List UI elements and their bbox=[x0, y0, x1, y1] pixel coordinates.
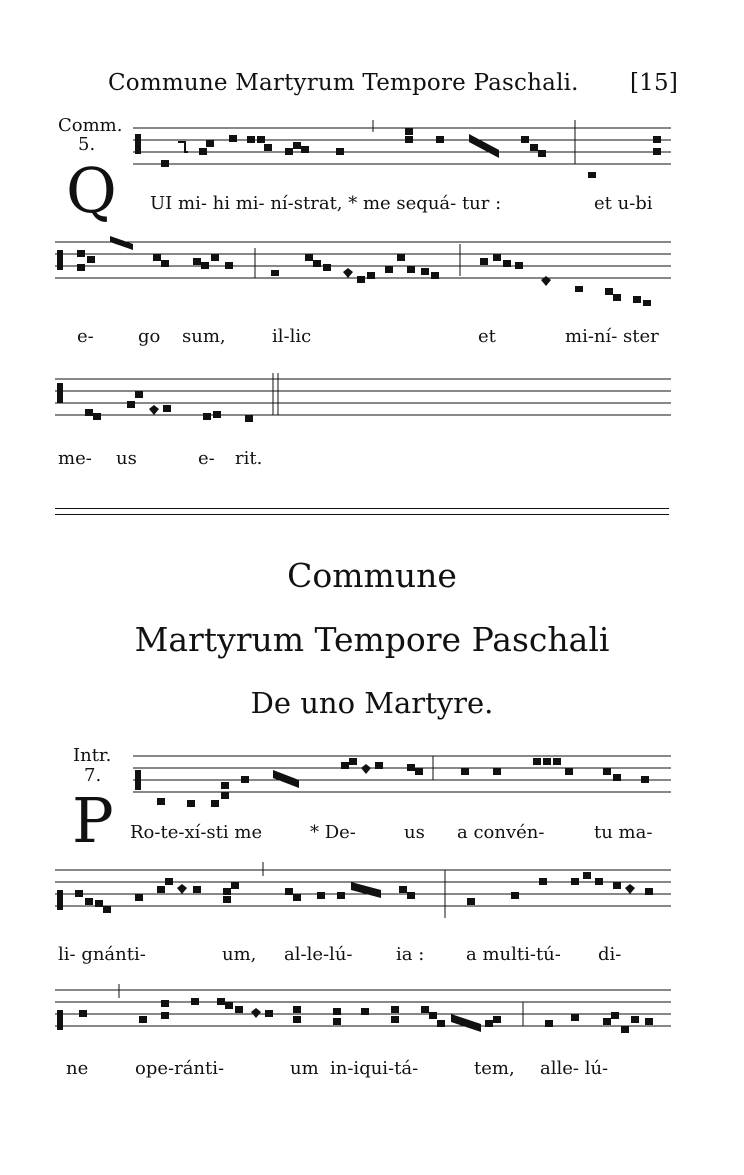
staff-1 bbox=[133, 120, 671, 178]
page-number: [15] bbox=[629, 70, 678, 96]
running-header bbox=[108, 70, 678, 104]
lyric-syllable: um, bbox=[222, 944, 257, 965]
chant-type-label: Intr. bbox=[73, 745, 112, 766]
lyric-syllable: a convén- bbox=[457, 822, 545, 843]
staff-6 bbox=[55, 978, 671, 1044]
lyric-syllable: tem, bbox=[474, 1058, 515, 1079]
lyric-syllable: e- bbox=[198, 448, 215, 469]
lyric-syllable: ia : bbox=[396, 944, 425, 965]
staff-5 bbox=[55, 862, 671, 920]
staff-3 bbox=[55, 373, 671, 425]
chant-type-label: Comm. bbox=[58, 115, 123, 136]
staff-4 bbox=[133, 748, 671, 810]
lyric-syllable: in-iqui-tá- bbox=[330, 1058, 419, 1079]
lyric-syllable: a multi-tú- bbox=[466, 944, 561, 965]
lyric-syllable: li- gnánti- bbox=[58, 944, 146, 965]
lyric-line: et u-bi bbox=[594, 193, 653, 214]
lyric-syllable: mi-ní- ster bbox=[565, 326, 659, 347]
lyric-syllable: me- bbox=[58, 448, 92, 469]
lyric-syllable: us bbox=[404, 822, 425, 843]
lyric-syllable: go bbox=[138, 326, 161, 347]
drop-cap-q: Q bbox=[66, 154, 117, 227]
lyric-syllable: alle- lú- bbox=[540, 1058, 609, 1079]
lyric-syllable: * De- bbox=[310, 822, 356, 843]
chant-mode-label: 7. bbox=[84, 765, 102, 786]
chant-mode-label: 5. bbox=[78, 134, 96, 155]
lyric-syllable: e- bbox=[77, 326, 94, 347]
lyric-syllable: Ro-te-xí-sti me bbox=[130, 822, 263, 843]
lyric-line: UI mi- hi mi- ní-strat, * me sequá- tur : bbox=[150, 193, 502, 214]
lyric-syllable: sum, bbox=[182, 326, 226, 347]
divider-rule bbox=[55, 514, 669, 515]
lyric-syllable: di- bbox=[598, 944, 622, 965]
lyric-syllable: et bbox=[478, 326, 496, 347]
divider-rule bbox=[55, 508, 669, 509]
lyric-syllable: rit. bbox=[235, 448, 263, 469]
lyric-syllable: ne bbox=[66, 1058, 89, 1079]
lyric-syllable: ope-ránti- bbox=[135, 1058, 225, 1079]
lyric-syllable: il-lic bbox=[272, 326, 312, 347]
lyric-syllable: us bbox=[116, 448, 137, 469]
section-subtitle: De uno Martyre. bbox=[250, 686, 494, 720]
lyric-syllable: um bbox=[290, 1058, 319, 1079]
drop-cap-p: P bbox=[72, 784, 114, 857]
section-title: Martyrum Tempore Paschali bbox=[134, 620, 610, 659]
running-header-title: Commune Martyrum Tempore Paschali. bbox=[108, 70, 579, 96]
section-title: Commune bbox=[287, 556, 457, 595]
lyric-syllable: al-le-lú- bbox=[284, 944, 353, 965]
staff-2 bbox=[55, 236, 671, 306]
lyric-syllable: tu ma- bbox=[594, 822, 653, 843]
